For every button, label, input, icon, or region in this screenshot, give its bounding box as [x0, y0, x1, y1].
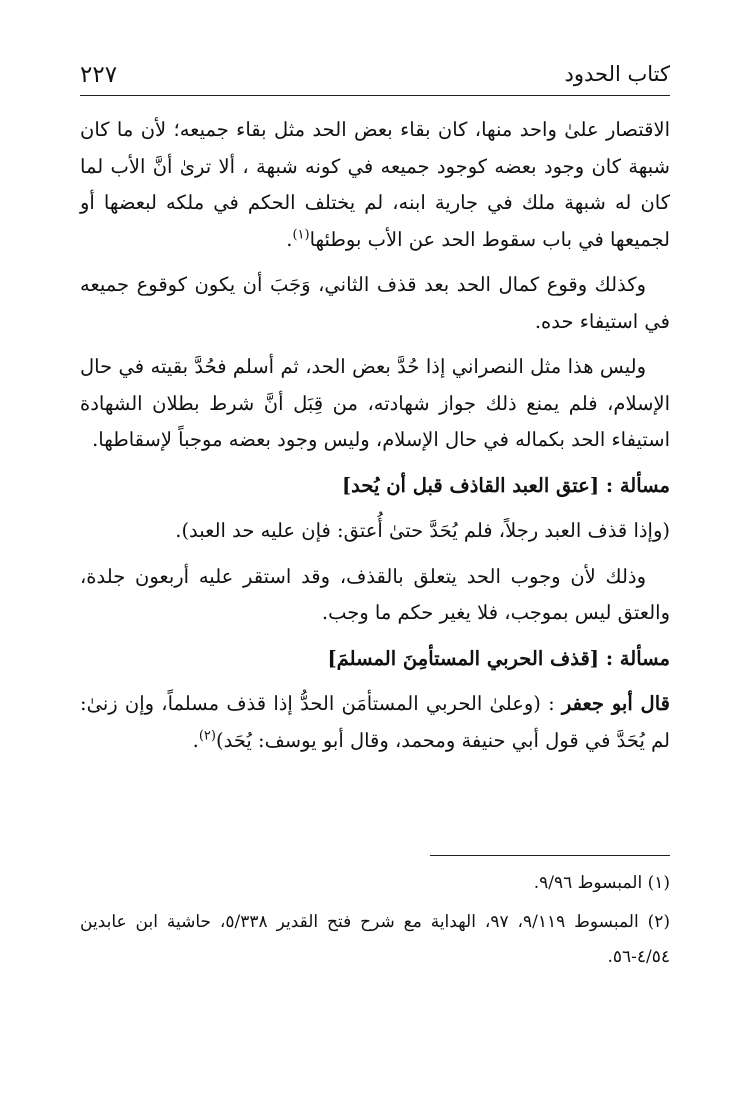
paragraph-3: وليس هذا مثل النصراني إذا حُدَّ بعض الحد، ثم أسلم فحُدَّ بقيته في حال الإسلام، فلم يمنع ذلك جواز شهادته، من قِبَل أنَّ شرط بطلان الشهادة استيفاء الحد بكماله في حال الإسلام، وليس وجود بعضه موجباً لإسقاطها.	[80, 355, 670, 451]
paragraph-6-text: : (وعلىٰ الحربي المستأمَن الحدُّ إذا قذف مسلماً، وإن زنىٰ: لم يُحَدَّ في قول أبي حنيفة ومحمد، وقال أبو يوسف: يُحَد)	[80, 692, 670, 752]
running-title: كتاب الحدود	[564, 62, 670, 86]
header-rule	[80, 95, 670, 96]
speaker-lead: قال أبو جعفر	[561, 692, 670, 715]
paragraph-2: وكذلك وقوع كمال الحد بعد قذف الثاني، وَجَبَ أن يكون كوقوع جميعه في استيفاء حده.	[80, 273, 670, 333]
footnote-rule	[430, 855, 670, 856]
paragraph-1	[80, 112, 670, 258]
paragraph-6	[80, 686, 670, 759]
page-header	[80, 56, 670, 96]
main-text	[80, 112, 670, 768]
footnote-2: (٢) المبسوط ٩/١١٩، ٩٧، الهداية مع شرح فتح القدير ٥/٣٣٨، حاشية ابن عابدين ٤/٥٤-٥٦.	[80, 912, 670, 967]
section-heading-2: مسألة : [قذف الحربي المستأمِنَ المسلمَ]	[327, 646, 670, 670]
page-number: ٢٢٧	[80, 62, 118, 88]
footnotes	[80, 866, 670, 979]
paragraph-6-end: .	[192, 728, 199, 752]
section-heading-1: مسألة : [عتق العبد القاذف قبل أن يُحد]	[341, 473, 670, 497]
footnote-ref-1: (١)	[292, 227, 310, 242]
paragraph-1-end: .	[286, 227, 293, 251]
paragraph-4: (وإذا قذف العبد رجلاً، فلم يُحَدَّ حتىٰ أُعتق: فإن عليه حد العبد).	[175, 519, 670, 542]
footnote-1: (١) المبسوط ٩/٩٦.	[533, 873, 670, 893]
paragraph-5: وذلك لأن وجوب الحد يتعلق بالقذف، وقد استقر عليه أربعون جلدة، والعتق ليس بموجب، فلا يغير حكم ما وجب.	[80, 564, 670, 624]
paragraph-1-text: الاقتصار علىٰ واحد منها، كان بقاء بعض الحد مثل بقاء جميعه؛ لأن ما كان شبهة كان وجود بعضه كوجود جميعه في كونه شبهة ، ألا ترىٰ أنَّ الأب لما كان له شبهة ملك في جارية ابنه، لم يختلف الحكم في ملكه لبعضها أو لجميعها في باب سقوط الحد عن الأب بوطئها	[80, 118, 670, 251]
footnote-ref-2: (٢)	[198, 728, 216, 743]
